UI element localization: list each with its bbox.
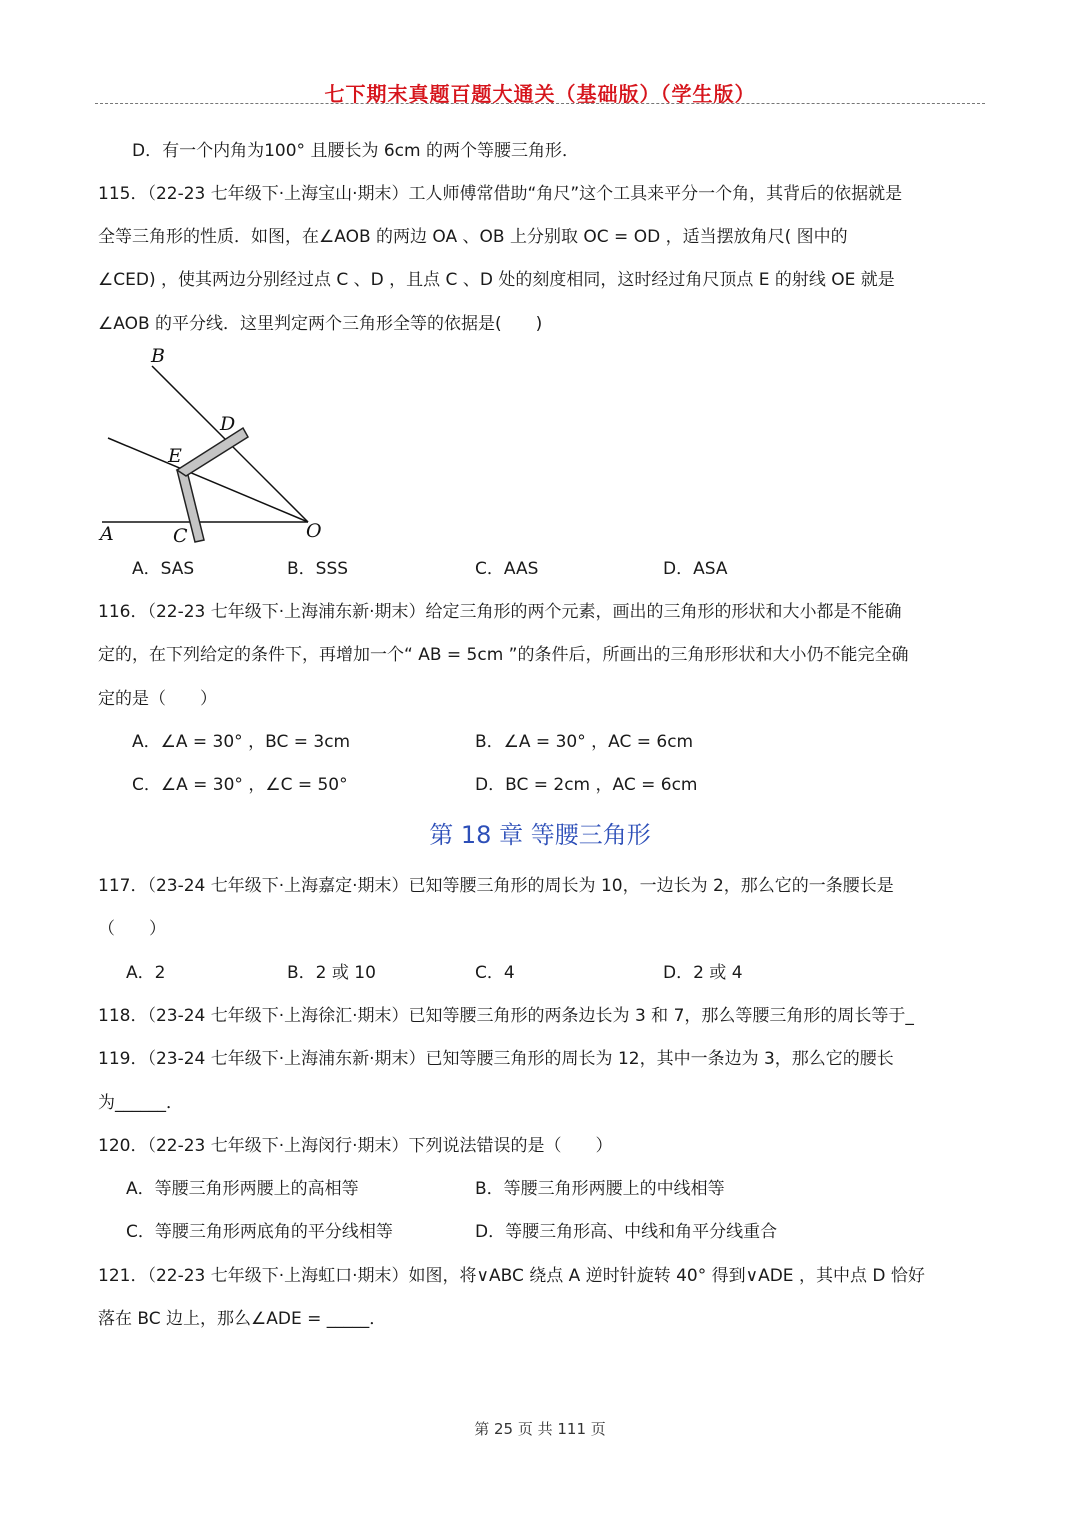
q116-option-d: D．BC = 2cm ，AC = 6cm	[475, 775, 698, 795]
header-divider	[95, 103, 985, 104]
q117-text-line-1: 117．（23-24 七年级下·上海嘉定·期末）已知等腰三角形的周长为 10，一边长为 2，那么它的一条腰长是	[98, 876, 894, 896]
label-e: E	[168, 445, 182, 467]
page-header: 七下期末真题百题大通关（基础版）（学生版）	[324, 82, 756, 106]
page-number-footer: 第 25 页 共 111 页	[474, 1420, 606, 1438]
q116-text-line-2: 定的，在下列给定的条件下，再增加一个“ AB = 5cm ”的条件后，所画出的三角形形状和大小仍不能完全确	[98, 645, 909, 665]
q115-option-a: A．SAS	[132, 559, 195, 579]
q120-option-b: B．等腰三角形两腰上的中线相等	[475, 1179, 725, 1199]
q120-option-d: D．等腰三角形高、中线和角平分线重合	[475, 1222, 778, 1242]
label-c: C	[173, 525, 188, 547]
label-b: B	[151, 345, 165, 367]
label-d: D	[220, 413, 236, 435]
q118-text-line-1: 118．（23-24 七年级下·上海徐汇·期末）已知等腰三角形的两条边长为 3 和 7，那么等腰三角形的周长等于_	[98, 1006, 914, 1026]
q115-option-c: C．AAS	[475, 559, 539, 579]
label-a: A	[100, 523, 114, 545]
q115-text-line-2: 全等三角形的性质．如图，在∠AOB 的两边 OA 、OB 上分别取 OC = OD ，适当摆放角尺( 图中的	[98, 227, 848, 247]
q116-option-a: A．∠A = 30° ，BC = 3cm	[132, 732, 351, 752]
q116-option-c: C．∠A = 30° ，∠C = 50°	[132, 775, 348, 795]
q116-option-b: B．∠A = 30° ，AC = 6cm	[475, 732, 694, 752]
q120-option-a: A．等腰三角形两腰上的高相等	[126, 1179, 359, 1199]
q119-text-line-2: 为______．	[98, 1093, 183, 1113]
q117-option-c: C．4	[475, 963, 515, 983]
q114-option-d: D．有一个内角为100° 且腰长为 6cm 的两个等腰三角形．	[132, 141, 579, 161]
q120-text-line-1: 120．（22-23 七年级下·上海闵行·期末）下列说法错误的是（ ）	[98, 1136, 613, 1156]
q115-option-b: B．SSS	[287, 559, 349, 579]
angle-ruler-figure	[95, 340, 355, 550]
chapter-heading: 第 18 章 等腰三角形	[429, 821, 651, 849]
q117-text-line-2: （ ）	[98, 919, 166, 939]
q117-option-a: A．2	[126, 963, 166, 983]
q115-text-line-3: ∠CED) ，使其两边分别经过点 C 、D ，且点 C 、D 处的刻度相同，这时经过角尺顶点 E 的射线 OE 就是	[98, 270, 895, 290]
q115-text-line-4: ∠AOB 的平分线．这里判定两个三角形全等的依据是( )	[98, 314, 543, 334]
q120-option-c: C．等腰三角形两底角的平分线相等	[126, 1222, 393, 1242]
q116-text-line-1: 116．（22-23 七年级下·上海浦东新·期末）给定三角形的两个元素，画出的三角形的形状和大小都是不能确	[98, 602, 902, 622]
q119-text-line-1: 119．（23-24 七年级下·上海浦东新·期末）已知等腰三角形的周长为 12，其中一条边为 3，那么它的腰长	[98, 1049, 894, 1069]
label-o: O	[306, 520, 322, 542]
q121-text-line-2: 落在 BC 边上，那么∠ADE = _____．	[98, 1309, 387, 1329]
q121-text-line-1: 121．（22-23 七年级下·上海虹口·期末）如图，将∨ABC 绕点 A 逆时针旋转 40° 得到∨ADE ，其中点 D 恰好	[98, 1266, 925, 1286]
q117-option-b: B．2 或 10	[287, 963, 376, 983]
q115-text-line-1: 115．（22-23 七年级下·上海宝山·期末）工人师傅常借助“角尺”这个工具来平分一个角，其背后的依据就是	[98, 184, 903, 204]
q116-text-line-3: 定的是（ ）	[98, 689, 217, 709]
q117-option-d: D．2 或 4	[663, 963, 743, 983]
q115-option-d: D．ASA	[663, 559, 728, 579]
